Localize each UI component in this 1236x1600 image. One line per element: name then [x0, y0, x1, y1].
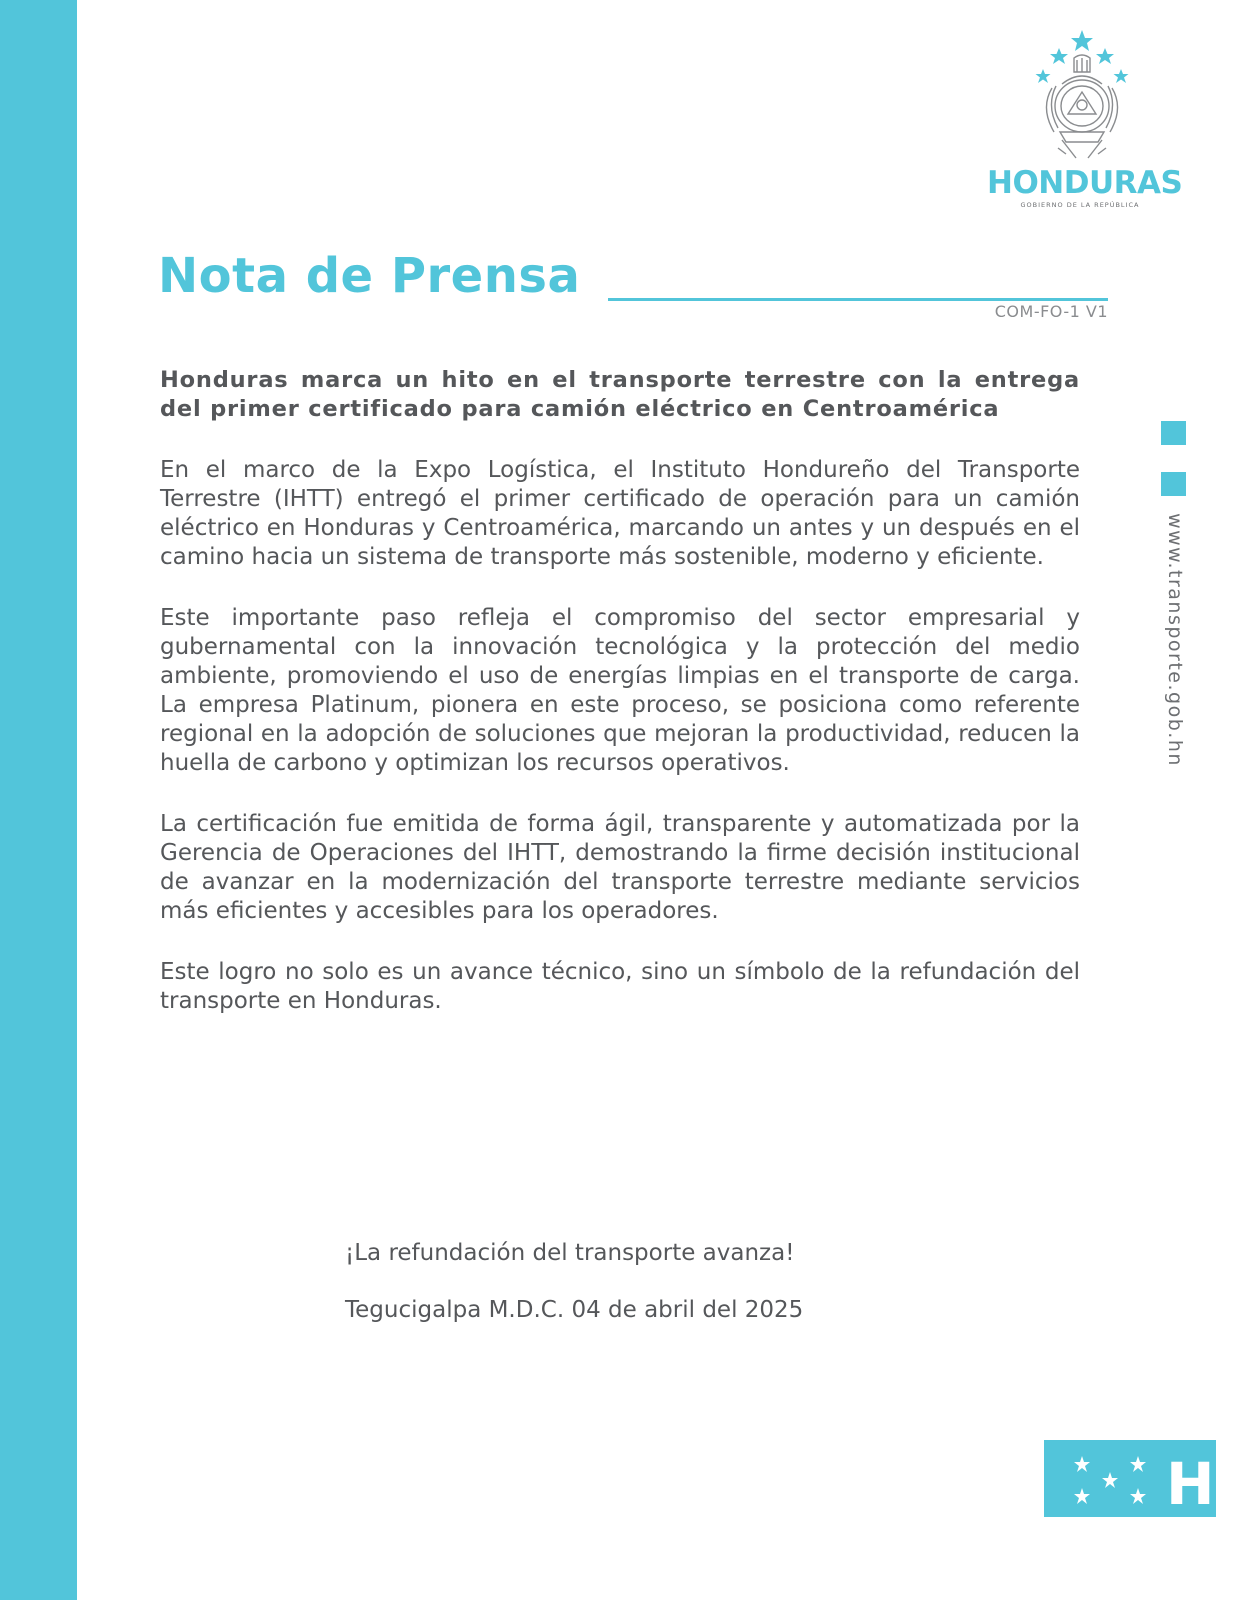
- h-badge: [1044, 1440, 1216, 1517]
- star-icon: [1044, 1440, 1216, 1517]
- paragraph: Este logro no solo es un avance técnico, sino un símbolo de la refundación del transporte en Honduras.: [160, 959, 1080, 1014]
- page-title: Nota de Prensa: [158, 248, 581, 304]
- website-url: www.transporte.gob.hn: [1164, 513, 1186, 767]
- side-square-top: [1161, 421, 1186, 445]
- paragraph: Este importante paso refleja el compromiso del sector empresarial y gubernamental con la innovación tecnológica y la protección del medio ambiente, promoviendo el uso de energías limpias en el transporte de carga. La empresa Platinum, pionera en este proceso, se posiciona como referente regional en la adopción de soluciones que mejoran la productividad, reducen la huella de carbono y optimizan los recursos operativos.: [160, 605, 1080, 776]
- brand-subtitle: GOBIERNO DE LA REPÚBLICA: [1020, 201, 1140, 209]
- h-letter-icon: H: [1166, 1450, 1215, 1517]
- left-accent-bar: [0, 0, 77, 1600]
- website-vertical: [1161, 513, 1189, 767]
- government-logo: [975, 28, 1190, 213]
- paragraph: La certificación fue emitida de forma ágil, transparente y automatizada por la Gerencia de Operaciones del IHTT, demostrando la firme decisión institucional de avanzar en la modernización del transporte terrestre mediante servicios más eficientes y accesibles para los operadores.: [160, 811, 1080, 924]
- coat-of-arms-icon: [1032, 28, 1132, 163]
- form-code: COM-FO-1 V1: [994, 302, 1108, 321]
- brand-name: HONDURAS: [987, 165, 1183, 201]
- title-divider: [608, 298, 1108, 301]
- headline: Honduras marca un hito en el transporte terrestre con la entrega del primer certificado para camión eléctrico en Centroamérica: [160, 367, 1080, 422]
- date-line: Tegucigalpa M.D.C. 04 de abril del 2025: [345, 1297, 804, 1323]
- closing-slogan: ¡La refundación del transporte avanza!: [345, 1240, 795, 1266]
- paragraph: En el marco de la Expo Logística, el Instituto Hondureño del Transporte Terrestre (IHTT) entregó el primer certificado de operación para un camión eléctrico en Honduras y Centroamérica, marcando un antes y un después en el camino hacia un sistema de transporte más sostenible, moderno y eficiente.: [160, 457, 1080, 570]
- press-release-body: [160, 366, 1080, 1016]
- side-square-bottom: [1161, 472, 1186, 496]
